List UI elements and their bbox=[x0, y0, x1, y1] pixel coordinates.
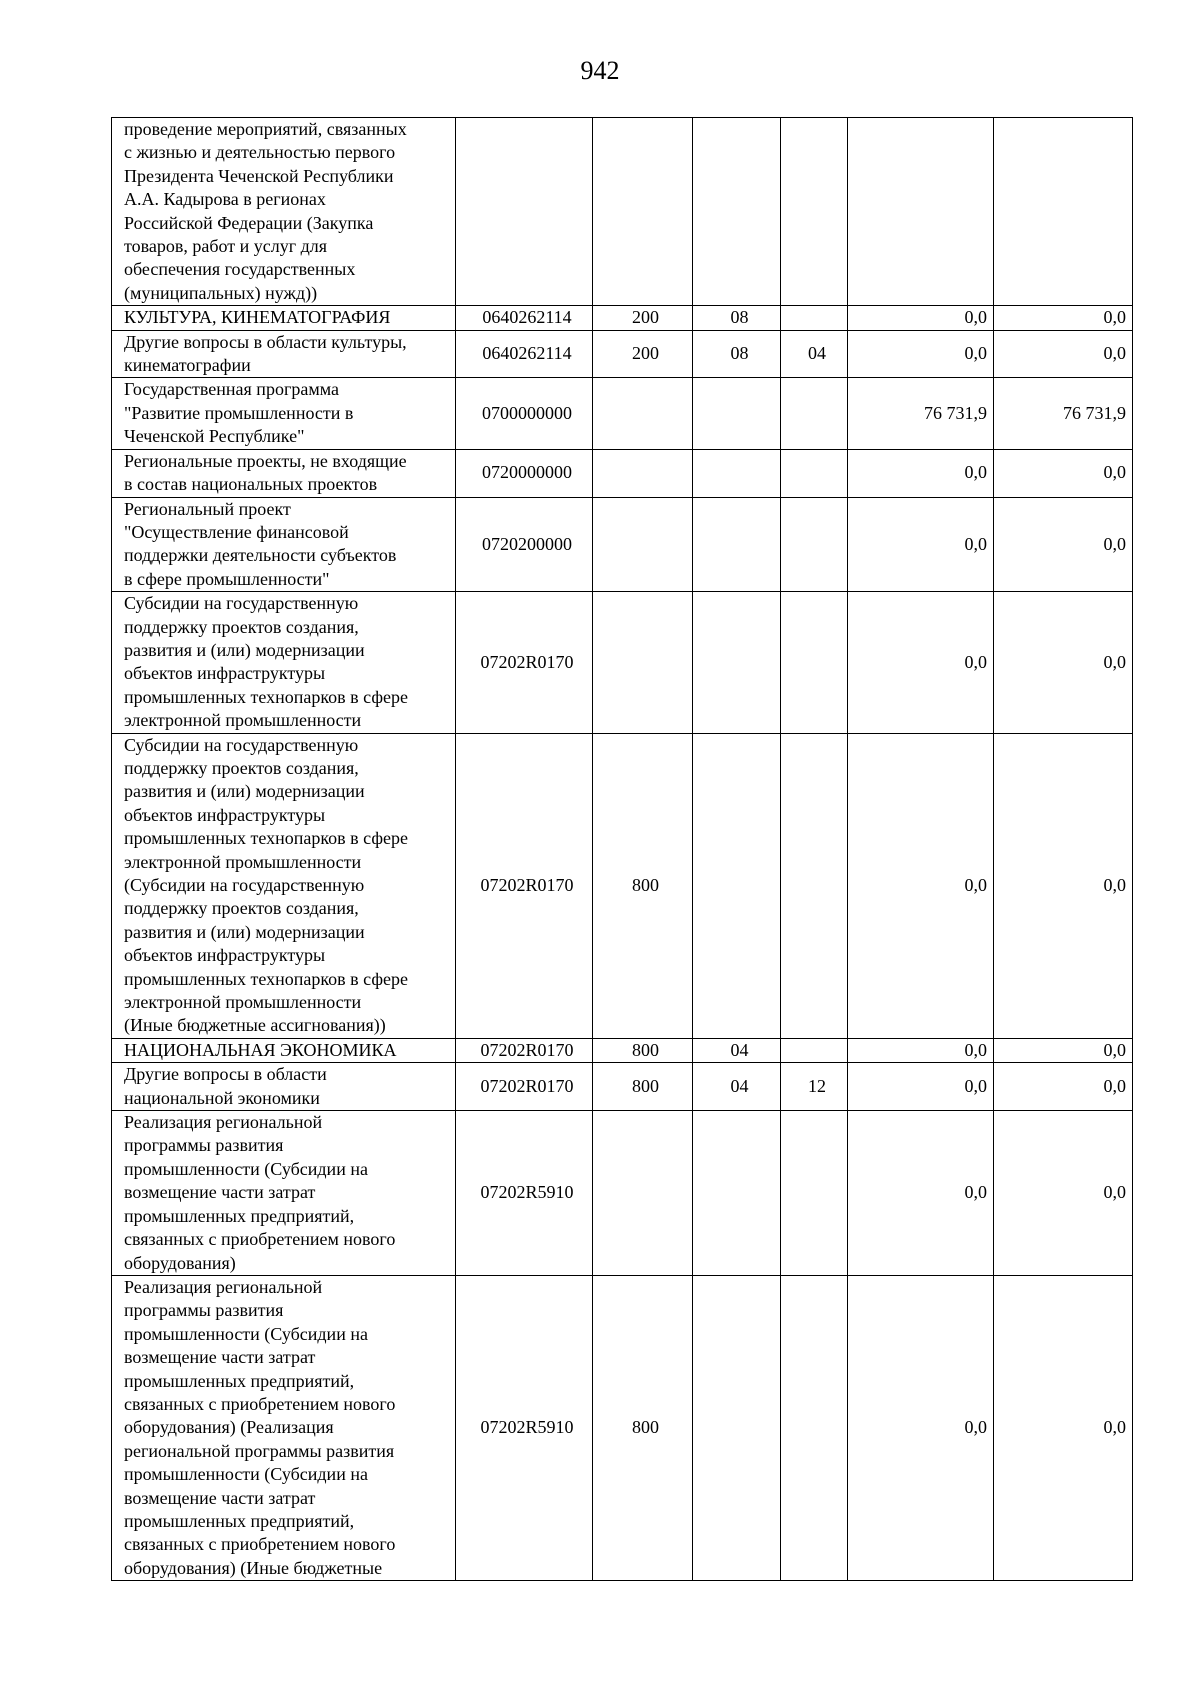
cell-section bbox=[693, 1063, 781, 1111]
cell-section bbox=[693, 306, 781, 330]
cell-section bbox=[693, 449, 781, 497]
cell-value-1 bbox=[848, 449, 994, 497]
cell-value1-text: 0,0 bbox=[964, 462, 987, 483]
cell-value-2 bbox=[994, 733, 1133, 1038]
cell-code bbox=[456, 1063, 593, 1111]
cell-code-text: 0720200000 bbox=[482, 533, 572, 554]
cell-code bbox=[456, 592, 593, 733]
cell-name bbox=[112, 1038, 456, 1062]
cell-type-text: 800 bbox=[632, 1417, 659, 1438]
cell-value-2 bbox=[994, 1275, 1133, 1580]
cell-value2-text: 0,0 bbox=[1103, 307, 1126, 328]
table-row bbox=[112, 330, 1133, 378]
cell-expense-type bbox=[593, 497, 693, 592]
cell-subsection bbox=[781, 378, 848, 449]
cell-section bbox=[693, 592, 781, 733]
cell-name-text: Субсидии на государственную поддержку проектов создания, развития и (или) модернизации объектов инфраструктуры промышленных технопарков в сфере электронной промышленности (Субсидии на государственную поддержку проектов создания, развития и (или) модернизации объектов инфраструктуры промышленных технопарков в сфере электронной промышленности (Иные бюджетные ассигнования)) bbox=[124, 734, 409, 1036]
table-row bbox=[112, 449, 1133, 497]
cell-name-text: КУЛЬТУРА, КИНЕМАТОГРАФИЯ bbox=[124, 307, 391, 328]
cell-code bbox=[456, 378, 593, 449]
cell-value1-text: 0,0 bbox=[964, 651, 987, 672]
cell-code bbox=[456, 733, 593, 1038]
cell-type-text: 200 bbox=[632, 307, 659, 328]
cell-value-1 bbox=[848, 118, 994, 306]
cell-name bbox=[112, 449, 456, 497]
cell-value-2 bbox=[994, 330, 1133, 378]
table-row bbox=[112, 733, 1133, 1038]
cell-value1-text: 0,0 bbox=[964, 1075, 987, 1096]
cell-name bbox=[112, 118, 456, 306]
cell-value-1 bbox=[848, 1063, 994, 1111]
cell-code-text: 0720000000 bbox=[482, 462, 572, 483]
cell-code bbox=[456, 1111, 593, 1276]
cell-expense-type bbox=[593, 1038, 693, 1062]
cell-value2-text: 0,0 bbox=[1103, 462, 1126, 483]
cell-value2-text: 0,0 bbox=[1103, 651, 1126, 672]
cell-code bbox=[456, 330, 593, 378]
cell-code-text: 07202R0170 bbox=[480, 1075, 574, 1096]
cell-value-1 bbox=[848, 1275, 994, 1580]
cell-expense-type bbox=[593, 378, 693, 449]
cell-subsection bbox=[781, 330, 848, 378]
table-row bbox=[112, 1063, 1133, 1111]
cell-name-text: Региональный проект "Осуществление финансовой поддержки деятельности субъектов в сфере промышленности" bbox=[124, 498, 397, 589]
cell-section bbox=[693, 733, 781, 1038]
table-body bbox=[112, 118, 1133, 1581]
cell-name bbox=[112, 1111, 456, 1276]
cell-value2-text: 0,0 bbox=[1103, 1075, 1126, 1096]
cell-subsection bbox=[781, 1063, 848, 1111]
cell-value1-text: 76 731,9 bbox=[924, 402, 987, 423]
cell-subsection bbox=[781, 118, 848, 306]
cell-section bbox=[693, 1111, 781, 1276]
cell-name-text: НАЦИОНАЛЬНАЯ ЭКОНОМИКА bbox=[124, 1039, 397, 1060]
cell-subsection bbox=[781, 733, 848, 1038]
cell-value-2 bbox=[994, 449, 1133, 497]
table-row bbox=[112, 1275, 1133, 1580]
cell-value-2 bbox=[994, 592, 1133, 733]
cell-code bbox=[456, 118, 593, 306]
cell-name-text: Региональные проекты, не входящие в состав национальных проектов bbox=[124, 450, 407, 495]
cell-section bbox=[693, 330, 781, 378]
cell-name-text: Субсидии на государственную поддержку проектов создания, развития и (или) модернизации объектов инфраструктуры промышленных технопарков в сфере электронной промышленности bbox=[124, 593, 409, 731]
cell-subsection bbox=[781, 592, 848, 733]
cell-value-1 bbox=[848, 330, 994, 378]
cell-expense-type bbox=[593, 1063, 693, 1111]
cell-value-2 bbox=[994, 306, 1133, 330]
page-number: 942 bbox=[580, 56, 620, 85]
cell-code bbox=[456, 1038, 593, 1062]
cell-value1-text: 0,0 bbox=[964, 1182, 987, 1203]
cell-expense-type bbox=[593, 306, 693, 330]
budget-table bbox=[111, 117, 1133, 1581]
cell-code-text: 0640262114 bbox=[482, 343, 572, 364]
cell-code-text: 07202R0170 bbox=[480, 1039, 574, 1060]
cell-code-text: 07202R5910 bbox=[480, 1182, 574, 1203]
cell-value1-text: 0,0 bbox=[964, 533, 987, 554]
cell-expense-type bbox=[593, 1111, 693, 1276]
cell-name-text: Реализация региональной программы развития промышленности (Субсидии на возмещение части затрат промышленных предприятий, связанных с приобретением нового оборудования) bbox=[124, 1112, 396, 1273]
cell-name-text: Реализация региональной программы развития промышленности (Субсидии на возмещение части затрат промышленных предприятий, связанных с приобретением нового оборудования) (Реализация региональной программы развития промышленности (Субсидии на возмещение части затрат промышленных предприятий, связанных с приобретением нового оборудования) (Иные бюджетные bbox=[124, 1276, 396, 1578]
cell-value-1 bbox=[848, 378, 994, 449]
cell-section-text: 08 bbox=[730, 343, 749, 364]
cell-value1-text: 0,0 bbox=[964, 343, 987, 364]
cell-code bbox=[456, 497, 593, 592]
cell-value1-text: 0,0 bbox=[964, 1417, 987, 1438]
cell-name-text: проведение мероприятий, связанных с жизнью и деятельностью первого Президента Чеченской Республики А.А. Кадырова в регионах Российской Федерации (Закупка товаров, работ и услуг для обеспечения государственных (муниципальных) нужд)) bbox=[124, 119, 407, 303]
cell-section-text: 04 bbox=[730, 1075, 749, 1096]
cell-code bbox=[456, 306, 593, 330]
cell-subsection bbox=[781, 1038, 848, 1062]
cell-value-1 bbox=[848, 733, 994, 1038]
cell-code-text: 07202R0170 bbox=[480, 875, 574, 895]
table-row bbox=[112, 497, 1133, 592]
cell-value-2 bbox=[994, 497, 1133, 592]
cell-value2-text: 0,0 bbox=[1103, 875, 1126, 895]
table-row bbox=[112, 592, 1133, 733]
cell-name bbox=[112, 330, 456, 378]
cell-name bbox=[112, 497, 456, 592]
cell-subsection bbox=[781, 449, 848, 497]
cell-section-text: 08 bbox=[730, 307, 749, 328]
cell-section bbox=[693, 378, 781, 449]
cell-code-text: 07202R0170 bbox=[480, 651, 574, 672]
cell-name bbox=[112, 733, 456, 1038]
cell-value1-text: 0,0 bbox=[964, 307, 987, 328]
cell-name-text: Другие вопросы в области национальной экономики bbox=[124, 1064, 327, 1108]
cell-value-2 bbox=[994, 1063, 1133, 1111]
cell-subsection bbox=[781, 497, 848, 592]
cell-type-text: 800 bbox=[632, 875, 659, 895]
cell-expense-type bbox=[593, 733, 693, 1038]
cell-code bbox=[456, 1275, 593, 1580]
cell-value1-text: 0,0 bbox=[964, 875, 987, 895]
table-row bbox=[112, 118, 1133, 306]
cell-section bbox=[693, 1275, 781, 1580]
cell-subsection-text: 04 bbox=[808, 343, 826, 364]
cell-name bbox=[112, 1275, 456, 1580]
cell-name bbox=[112, 306, 456, 330]
cell-value2-text: 0,0 bbox=[1103, 1182, 1126, 1203]
cell-subsection-text: 12 bbox=[808, 1075, 826, 1096]
cell-code-text: 0640262114 bbox=[482, 307, 572, 328]
cell-type-text: 200 bbox=[632, 343, 659, 364]
cell-expense-type bbox=[593, 449, 693, 497]
table-row bbox=[112, 378, 1133, 449]
cell-expense-type bbox=[593, 330, 693, 378]
table-row bbox=[112, 1038, 1133, 1062]
cell-value-1 bbox=[848, 592, 994, 733]
cell-value2-text: 76 731,9 bbox=[1063, 402, 1126, 423]
cell-code bbox=[456, 449, 593, 497]
cell-name bbox=[112, 1063, 456, 1111]
table-row bbox=[112, 1111, 1133, 1276]
cell-value-2 bbox=[994, 378, 1133, 449]
cell-value-2 bbox=[994, 118, 1133, 306]
cell-name-text: Государственная программа "Развитие промышленности в Чеченской Республике" bbox=[124, 379, 354, 447]
cell-name-text: Другие вопросы в области культуры, кинематографии bbox=[124, 331, 407, 376]
cell-expense-type bbox=[593, 118, 693, 306]
cell-value-1 bbox=[848, 497, 994, 592]
cell-value-1 bbox=[848, 1111, 994, 1276]
cell-subsection bbox=[781, 1111, 848, 1276]
cell-value-1 bbox=[848, 306, 994, 330]
cell-code-text: 07202R5910 bbox=[480, 1417, 574, 1438]
cell-section bbox=[693, 118, 781, 306]
cell-expense-type bbox=[593, 1275, 693, 1580]
cell-value-2 bbox=[994, 1111, 1133, 1276]
cell-section bbox=[693, 1038, 781, 1062]
table-row bbox=[112, 306, 1133, 330]
cell-value-1 bbox=[848, 1038, 994, 1062]
cell-section bbox=[693, 497, 781, 592]
cell-section-text: 04 bbox=[730, 1039, 749, 1060]
cell-subsection bbox=[781, 306, 848, 330]
cell-value2-text: 0,0 bbox=[1103, 1417, 1126, 1438]
cell-code-text: 0700000000 bbox=[482, 402, 572, 423]
cell-expense-type bbox=[593, 592, 693, 733]
cell-value2-text: 0,0 bbox=[1103, 533, 1126, 554]
cell-name bbox=[112, 592, 456, 733]
cell-value2-text: 0,0 bbox=[1103, 343, 1126, 364]
cell-value2-text: 0,0 bbox=[1103, 1039, 1126, 1060]
cell-type-text: 800 bbox=[632, 1039, 659, 1060]
cell-name bbox=[112, 378, 456, 449]
cell-subsection bbox=[781, 1275, 848, 1580]
cell-value1-text: 0,0 bbox=[964, 1039, 987, 1060]
cell-type-text: 800 bbox=[632, 1075, 659, 1096]
cell-value-2 bbox=[994, 1038, 1133, 1062]
